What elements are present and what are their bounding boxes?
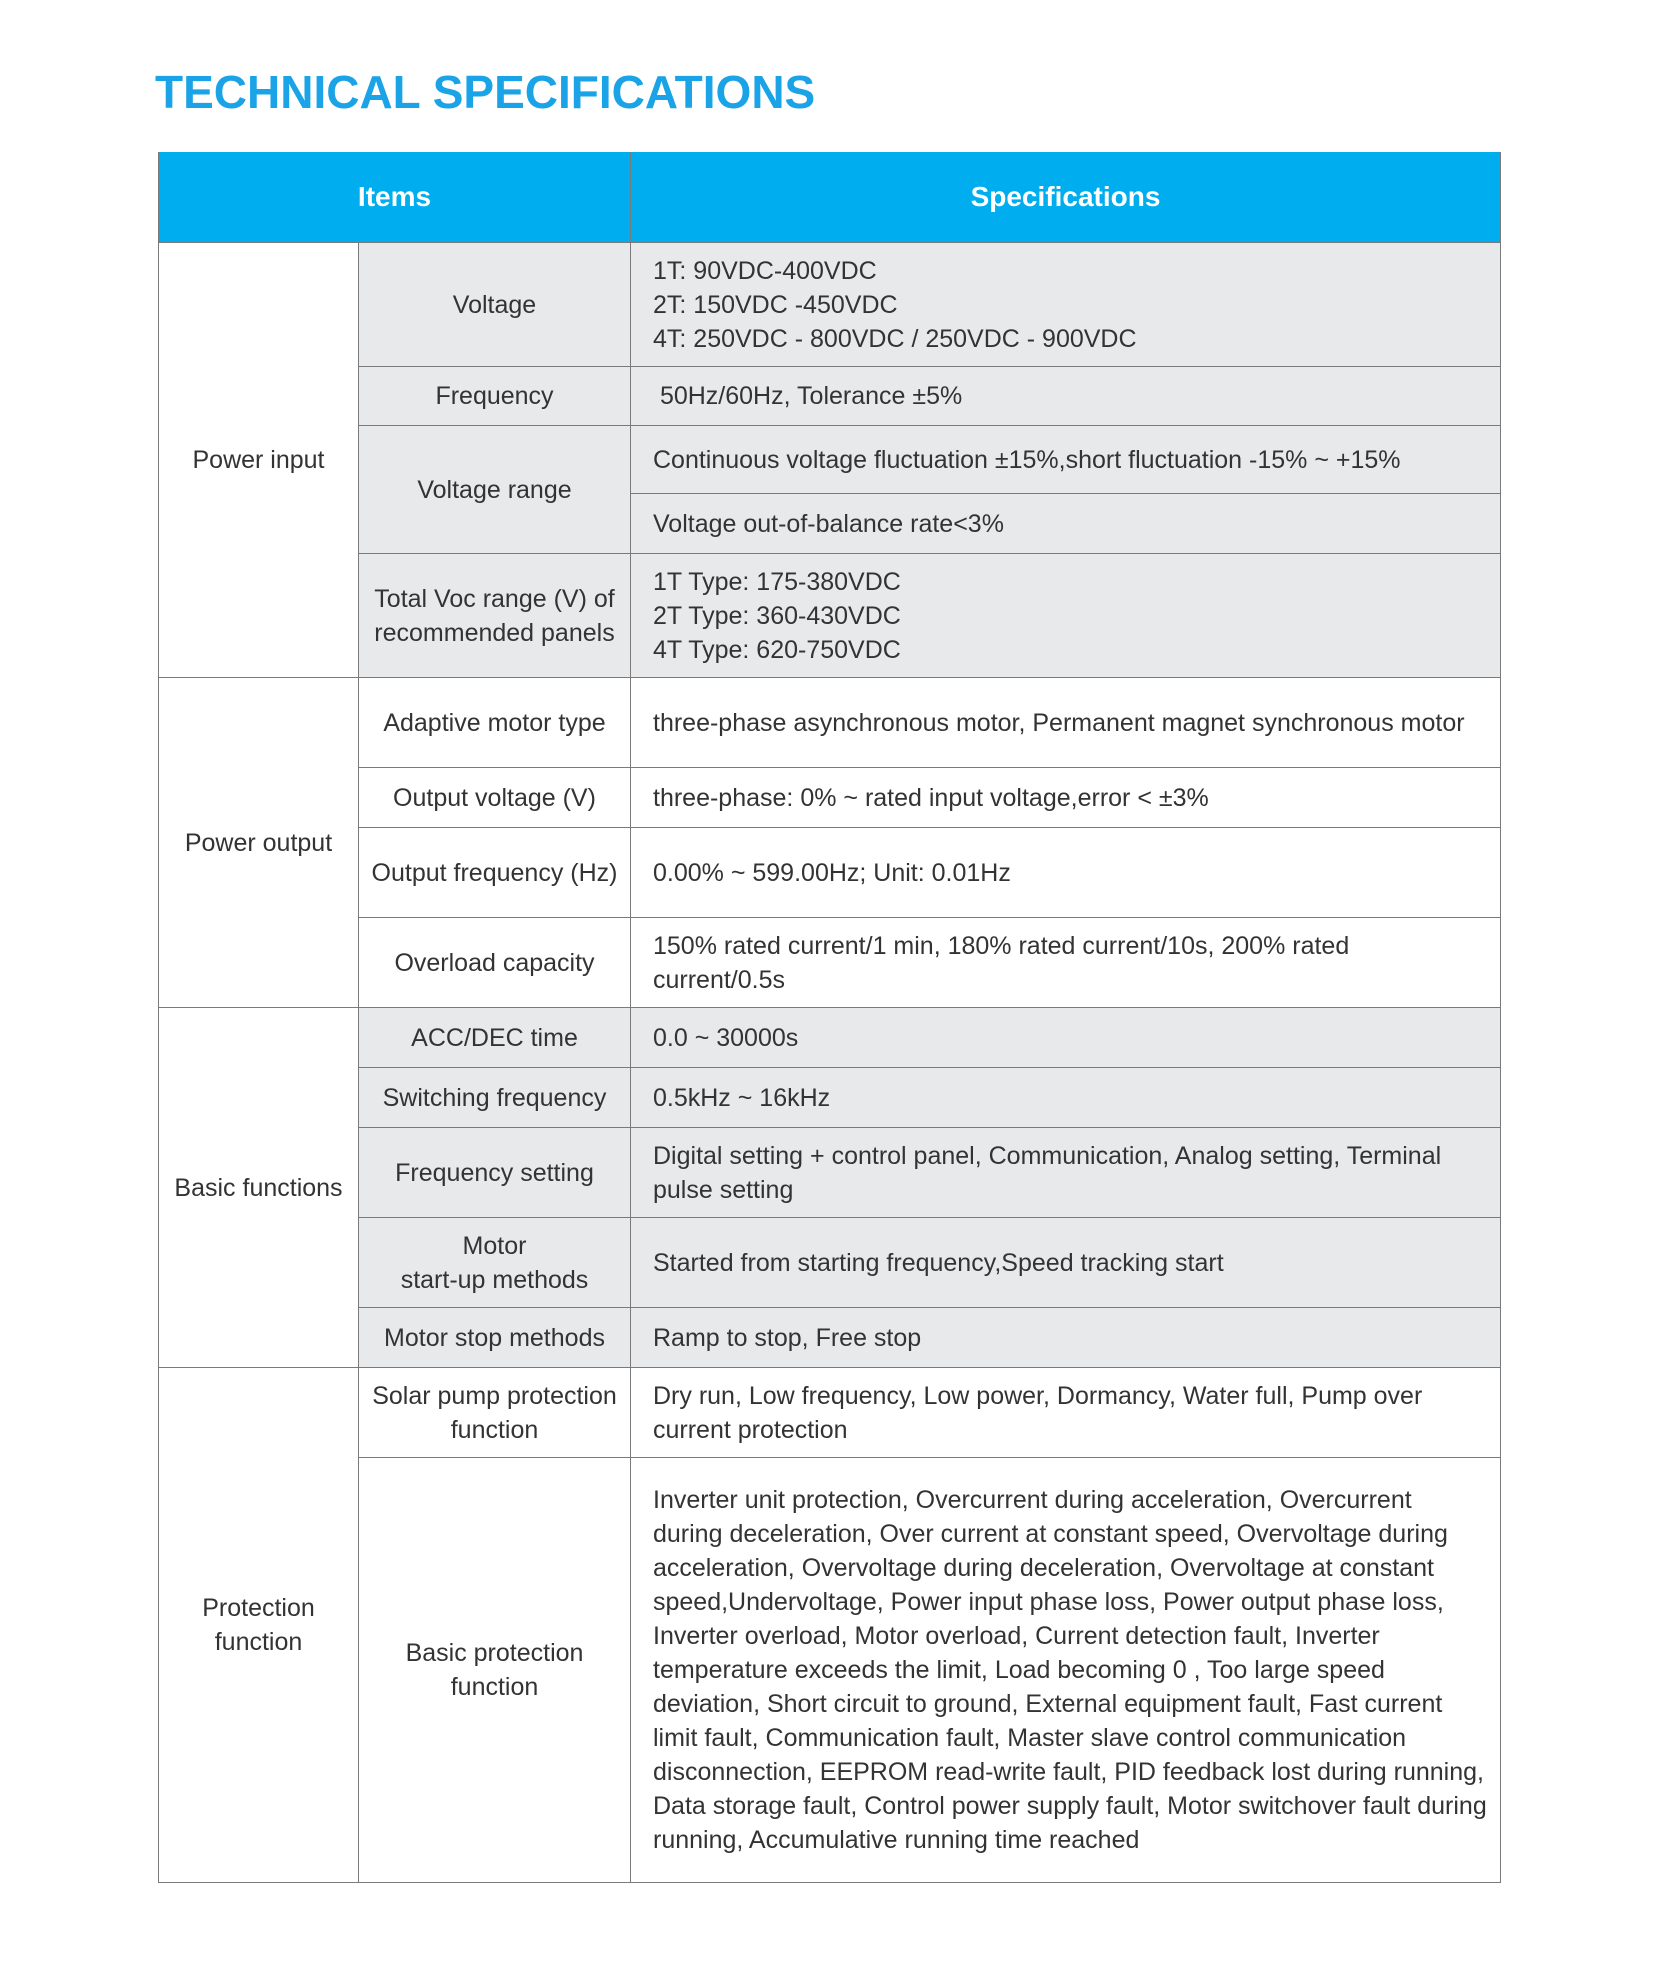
table-row — [159, 554, 1501, 678]
item-overload-capacity: Overload capacity — [359, 918, 631, 1008]
spec-motor-stop-methods: Ramp to stop, Free stop — [631, 1308, 1501, 1368]
table-row — [159, 1218, 1501, 1308]
item-voltage: Voltage — [359, 243, 631, 367]
table-row — [159, 243, 1501, 367]
table-header-row — [159, 152, 1501, 243]
spec-solar-pump-protection: Dry run, Low frequency, Low power, Dormancy, Water full, Pump over current protection — [631, 1368, 1501, 1458]
spec-acc-dec-time: 0.0 ~ 30000s — [631, 1008, 1501, 1068]
category-basic-functions: Basic functions — [159, 1008, 359, 1368]
category-protection-function: Protection function — [159, 1368, 359, 1883]
page-title: TECHNICAL SPECIFICATIONS — [155, 66, 816, 118]
table-row — [159, 1068, 1501, 1128]
table-row — [159, 367, 1501, 426]
item-solar-pump-protection: Solar pump protection function — [359, 1368, 631, 1458]
item-motor-stop-methods: Motor stop methods — [359, 1308, 631, 1368]
table-row — [159, 768, 1501, 828]
table-row — [159, 828, 1501, 918]
item-adaptive-motor-type: Adaptive motor type — [359, 678, 631, 768]
spec-overload-capacity: 150% rated current/1 min, 180% rated current/10s, 200% rated current/0.5s — [631, 918, 1501, 1008]
spec-total-voc-range: 1T Type: 175-380VDC 2T Type: 360-430VDC 4T Type: 620-750VDC — [631, 554, 1501, 678]
item-output-voltage: Output voltage (V) — [359, 768, 631, 828]
spec-voltage-fluctuation: Continuous voltage fluctuation ±15%,short fluctuation -15% ~ +15% — [631, 426, 1501, 494]
header-specifications: Specifications — [631, 152, 1501, 243]
item-switching-frequency: Switching frequency — [359, 1068, 631, 1128]
item-frequency: Frequency — [359, 367, 631, 426]
item-acc-dec-time: ACC/DEC time — [359, 1008, 631, 1068]
item-output-frequency: Output frequency (Hz) — [359, 828, 631, 918]
specifications-table — [158, 152, 1501, 1883]
item-frequency-setting: Frequency setting — [359, 1128, 631, 1218]
spec-output-frequency: 0.00% ~ 599.00Hz; Unit: 0.01Hz — [631, 828, 1501, 918]
table-row — [159, 1368, 1501, 1458]
spec-frequency: 50Hz/60Hz, Tolerance ±5% — [631, 367, 1501, 426]
category-power-input: Power input — [159, 243, 359, 678]
item-total-voc-range: Total Voc range (V) of recommended panels — [359, 554, 631, 678]
spec-basic-protection: Inverter unit protection, Overcurrent during acceleration, Overcurrent during deceleration, Over current at constant speed, Overvoltage during acceleration, Overvoltage during deceleration, Overvoltage at constant speed,Undervoltage, Power input phase loss, Power output phase loss, Inverter overload, Motor overload, Current detection fault, Inverter temperature exceeds the limit, Load becoming 0 , Too large speed deviation, Short circuit to ground, External equipment fault, Fast current limit fault, Communication fault, Master slave control communication disconnection, EEPROM read-write fault, PID feedback lost during running, Data storage fault, Control power supply fault, Motor switchover fault during running, Accumulative running time reached — [631, 1458, 1501, 1883]
table-row — [159, 1008, 1501, 1068]
spec-frequency-setting: Digital setting + control panel, Communication, Analog setting, Terminal pulse setting — [631, 1128, 1501, 1218]
item-basic-protection: Basic protection function — [359, 1458, 631, 1883]
table-row — [159, 426, 1501, 494]
category-power-output: Power output — [159, 678, 359, 1008]
table-row — [159, 918, 1501, 1008]
table-row — [159, 1308, 1501, 1368]
table-row — [159, 1128, 1501, 1218]
spec-motor-startup-methods: Started from starting frequency,Speed tracking start — [631, 1218, 1501, 1308]
spec-switching-frequency: 0.5kHz ~ 16kHz — [631, 1068, 1501, 1128]
spec-adaptive-motor-type: three-phase asynchronous motor, Permanent magnet synchronous motor — [631, 678, 1501, 768]
table-row — [159, 678, 1501, 768]
header-items: Items — [159, 152, 631, 243]
spec-output-voltage: three-phase: 0% ~ rated input voltage,error < ±3% — [631, 768, 1501, 828]
spec-voltage-balance: Voltage out-of-balance rate<3% — [631, 494, 1501, 554]
spec-voltage: 1T: 90VDC-400VDC 2T: 150VDC -450VDC 4T: 250VDC - 800VDC / 250VDC - 900VDC — [631, 243, 1501, 367]
item-motor-startup-methods: Motor start-up methods — [359, 1218, 631, 1308]
item-voltage-range: Voltage range — [359, 426, 631, 554]
table-row — [159, 1458, 1501, 1883]
